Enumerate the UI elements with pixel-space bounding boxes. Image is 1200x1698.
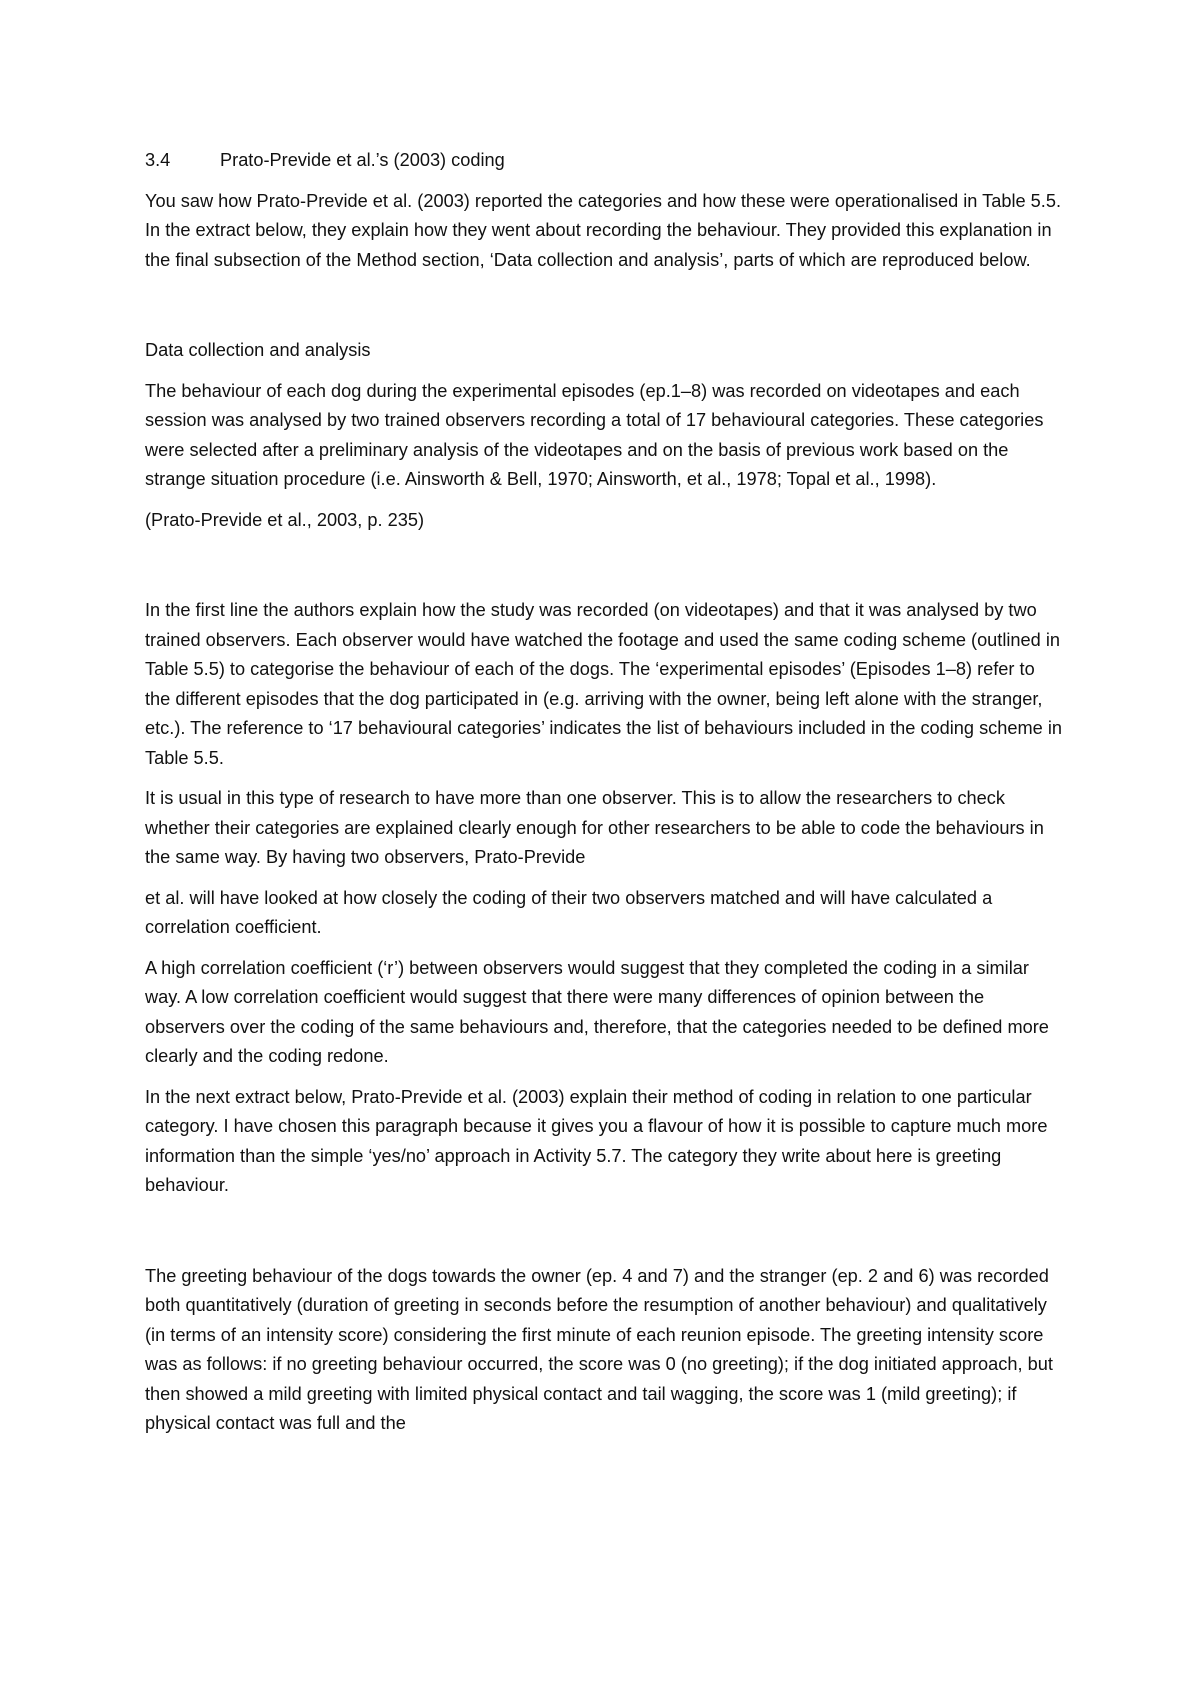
extract-heading: Data collection and analysis [145, 340, 371, 360]
greeting-extract-paragraph: The greeting behaviour of the dogs towards the owner (ep. 4 and 7) and the stranger (ep. 2 and 6) was recorded both quantitatively (duration of greeting in seconds before the resumption of another behaviour) and qualitatively (in terms of an intensity score) considering the first minute of each reunion episode. The greeting intensity score was as follows: if no greeting behaviour occurred, the score was 0 (no greeting); if the dog initiated approach, but then showed a mild greeting with limited physical contact and tail wagging, the score was 1 (mild greeting); if physical contact was full and the [145, 1265, 1053, 1433]
section-heading [145, 146, 1065, 176]
discussion-paragraph: In the first line the authors explain how the study was recorded (on videotapes) and that it was analysed by two trained observers. Each observer would have watched the footage and used the same coding scheme (outlined in Table 5.5) to categorise the behaviour of each of the dogs. The ‘experimental episodes’ (Episodes 1–8) refer to the different episodes that the dog participated in (e.g. arriving with the owner, being left alone with the stranger, etc.). The reference to ‘17 behavioural categories’ indicates the list of behaviours included in the coding scheme in Table 5.5. [145, 600, 1062, 768]
extract-citation: (Prato-Previde et al., 2003, p. 235) [145, 509, 425, 530]
discussion-paragraph: et al. will have looked at how closely the coding of their two observers matched and will have calculated a correlation coefficient. [145, 887, 993, 937]
discussion-paragraph: In the next extract below, Prato-Previde et al. (2003) explain their method of coding in relation to one particular category. I have chosen this paragraph because it gives you a flavour of how it is possible to capture much more information than the simple ‘yes/no’ approach in Activity 5.7. The category they write about here is greeting behaviour. [145, 1086, 1048, 1195]
section-number: 3.4 [145, 150, 171, 170]
document-page [145, 146, 1065, 1450]
extract-paragraph: The behaviour of each dog during the experimental episodes (ep.1–8) was recorded on videotapes and each session was analysed by two trained observers recording a total of 17 behavioural categories. These categories were selected after a preliminary analysis of the videotapes and on the basis of previous work based on the strange situation procedure (i.e. Ainsworth & Bell, 1970; Ainsworth, et al., 1978; Topal et al., 1998). [145, 380, 1044, 489]
intro-paragraph: You saw how Prato-Previde et al. (2003) reported the categories and how these were operationalised in Table 5.5. In the extract below, they explain how they went about recording the behaviour. They provided this explanation in the final subsection of the Method section, ‘Data collection and analysis’, parts of which are reproduced below. [145, 190, 1062, 270]
discussion-paragraph: A high correlation coefficient (‘r’) between observers would suggest that they completed the coding in a similar way. A low correlation coefficient would suggest that there were many differences of opinion between the observers over the coding of the same behaviours and, therefore, that the categories needed to be defined more clearly and the coding redone. [145, 957, 1049, 1066]
discussion-paragraph: It is usual in this type of research to have more than one observer. This is to allow the researchers to check whether their categories are explained clearly enough for other researchers to be able to code the behaviours in the same way. By having two observers, Prato-Previde [145, 788, 1044, 867]
section-title: Prato-Previde et al.’s (2003) coding [220, 150, 505, 170]
